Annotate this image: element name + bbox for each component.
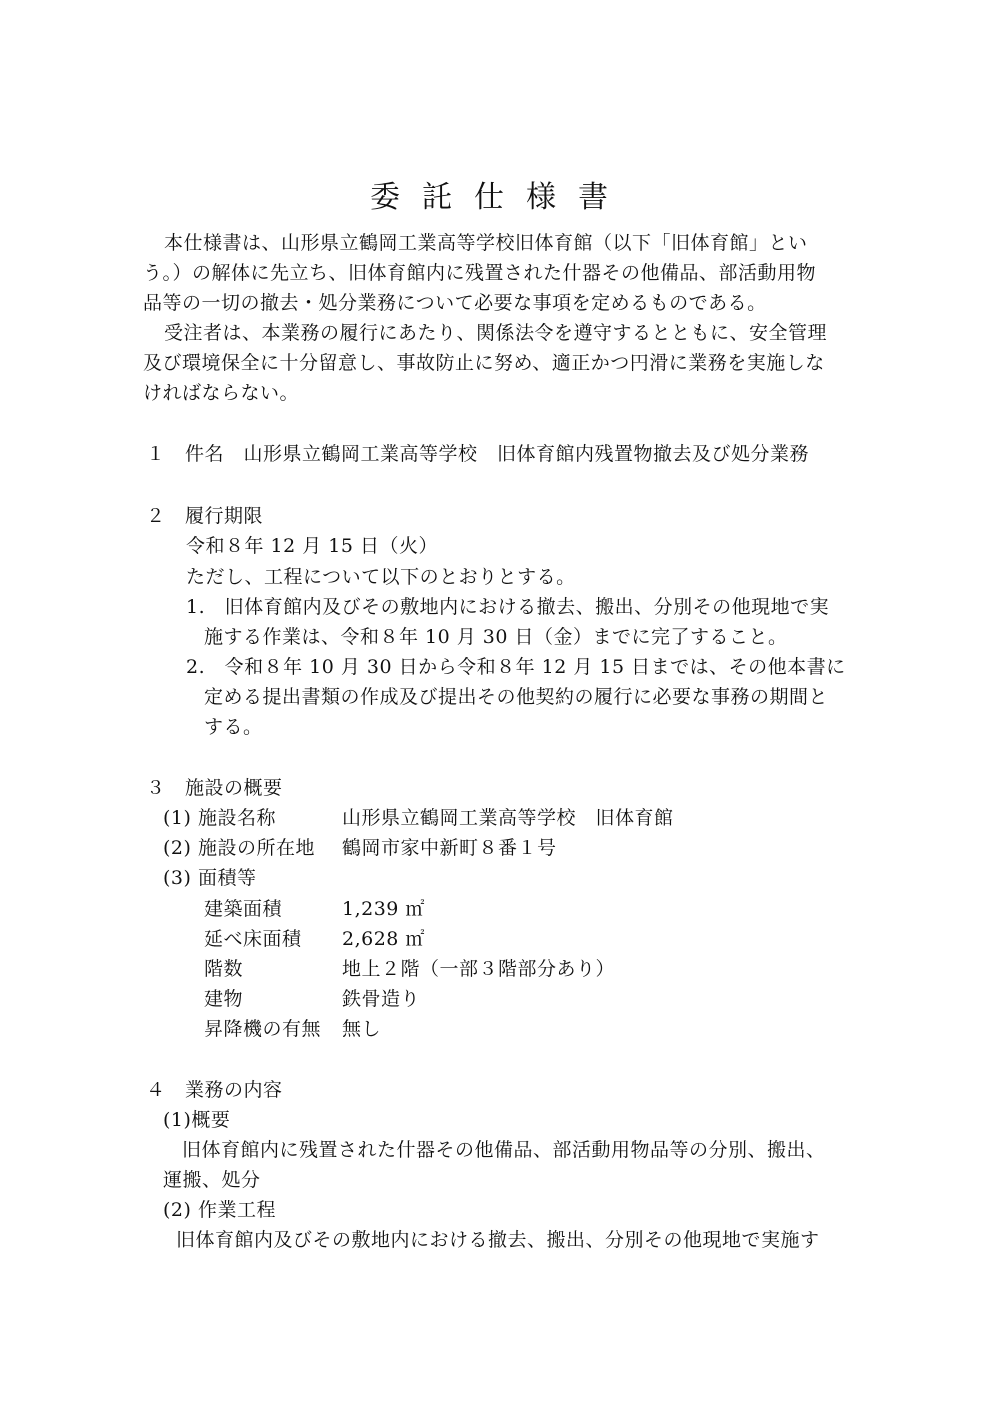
section-4-sub-1-line-1: 旧体育館内に残置された什器その他備品、部活動用物品等の分別、搬出、 [182, 1139, 826, 1161]
section-2-item-1-line-2: 施する作業は、令和８年 10 月 30 日（金）までに完了すること。 [204, 626, 788, 648]
facility-name-label: (1) 施設名称 [163, 807, 276, 829]
intro-p2-line-3: ければならない。 [143, 382, 300, 404]
facility-address-label: (2) 施設の所在地 [163, 837, 315, 859]
page-title: 委託仕様書 [370, 180, 630, 215]
section-2-item-1-line-1: 1. 旧体育館内及びその敷地内における撤去、搬出、分別その他現地で実 [186, 596, 830, 618]
intro-p2-line-2: 及び環境保全に十分留意し、事故防止に努め、適正かつ円滑に業務を実施しな [143, 352, 825, 374]
section-4-sub-1-line-2: 運搬、処分 [163, 1169, 261, 1191]
structure-value: 鉄骨造り [342, 988, 421, 1010]
section-2-item-2-line-1: 2. 令和８年 10 月 30 日から令和８年 12 月 15 日までは、その他本書に [186, 656, 846, 678]
intro-p1-line-2: う。）の解体に先立ち、旧体育館内に残置された什器その他備品、部活動用物 [143, 262, 817, 284]
elevator-value: 無し [342, 1018, 382, 1040]
section-2-item-2-line-3: する。 [204, 716, 263, 738]
section-3-heading: ３ 施設の概要 [146, 777, 283, 799]
section-2-item-2-line-2: 定める提出書類の作成及び提出その他契約の履行に必要な事務の期間と [204, 686, 829, 708]
section-1-subject: １ 件名 山形県立鶴岡工業高等学校 旧体育館内残置物撤去及び処分業務 [146, 443, 810, 465]
floors-label: 階数 [204, 958, 244, 980]
intro-p1-line-3: 品等の一切の撤去・処分業務について必要な事項を定めるものである。 [143, 292, 767, 314]
building-area-label: 建築面積 [204, 898, 283, 920]
elevator-label: 昇降機の有無 [204, 1018, 322, 1040]
section-4-sub-2-heading: (2) 作業工程 [163, 1199, 276, 1221]
facility-address-value: 鶴岡市家中新町８番１号 [342, 837, 557, 859]
section-4-heading: ４ 業務の内容 [146, 1079, 283, 1101]
building-area-value: 1,239 ㎡ [342, 898, 425, 920]
section-2-date: 令和８年 12 月 15 日（火） [186, 535, 439, 557]
structure-label: 建物 [204, 988, 244, 1010]
section-2-heading: ２ 履行期限 [146, 505, 264, 527]
floor-area-label: 延べ床面積 [204, 928, 302, 950]
intro-p2-line-1: 受注者は、本業務の履行にあたり、関係法令を遵守するとともに、安全管理 [164, 322, 828, 344]
facility-name-value: 山形県立鶴岡工業高等学校 旧体育館 [342, 807, 674, 829]
floor-area-value: 2,628 ㎡ [342, 928, 425, 950]
section-4-sub-2-line-1: 旧体育館内及びその敷地内における撤去、搬出、分別その他現地で実施す [176, 1229, 820, 1251]
facility-area-label: (3) 面積等 [163, 867, 257, 889]
intro-p1-line-1: 本仕様書は、山形県立鶴岡工業高等学校旧体育館（以下「旧体育館」とい [164, 232, 808, 254]
section-2-note: ただし、工程について以下のとおりとする。 [186, 566, 576, 588]
floors-value: 地上２階（一部３階部分あり） [342, 958, 616, 980]
section-4-sub-1-heading: (1)概要 [163, 1109, 231, 1131]
